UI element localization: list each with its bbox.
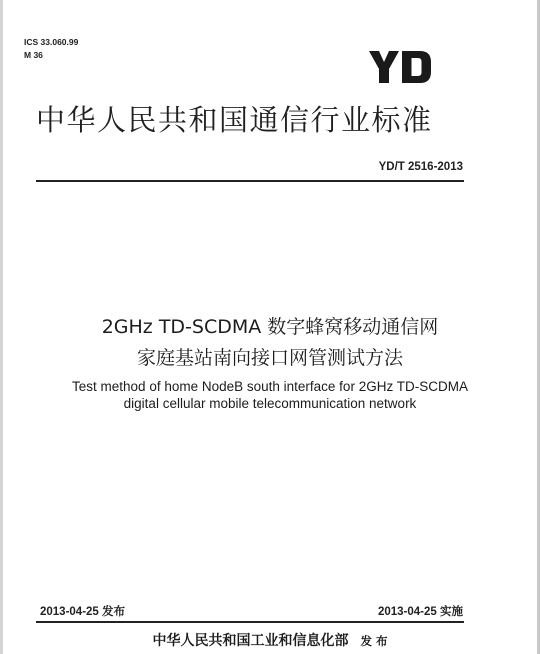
english-title-line-2: digital cellular mobile telecommunication network <box>123 396 417 411</box>
chinese-title-line-1: 2GHz TD-SCDMA 数字蜂窝移动通信网 <box>101 316 439 338</box>
publisher-name: 中华人民共和国工业和信息化部 <box>152 633 349 649</box>
publisher-line <box>0 630 540 650</box>
ics-code: ICS 33.060.99 <box>24 37 79 47</box>
ccs-code: M 36 <box>24 50 43 60</box>
standard-category-title: 中华人民共和国通信行业标准 <box>36 103 433 137</box>
classification-codes <box>24 36 78 62</box>
publisher-issue-label: 发 布 <box>360 634 388 648</box>
bottom-divider <box>36 621 464 623</box>
implementation-date: 2013-04-25 实施 <box>377 606 463 618</box>
yd-logo <box>368 50 432 84</box>
english-title-line-1: Test method of home NodeB south interface for 2GHz TD-SCDMA <box>72 379 468 394</box>
standard-number: YD/T 2516-2013 <box>378 161 463 173</box>
issue-date: 2013-04-25 发布 <box>40 606 126 618</box>
top-divider <box>36 180 464 182</box>
chinese-title-line-2: 家庭基站南向接口网管测试方法 <box>136 347 403 369</box>
